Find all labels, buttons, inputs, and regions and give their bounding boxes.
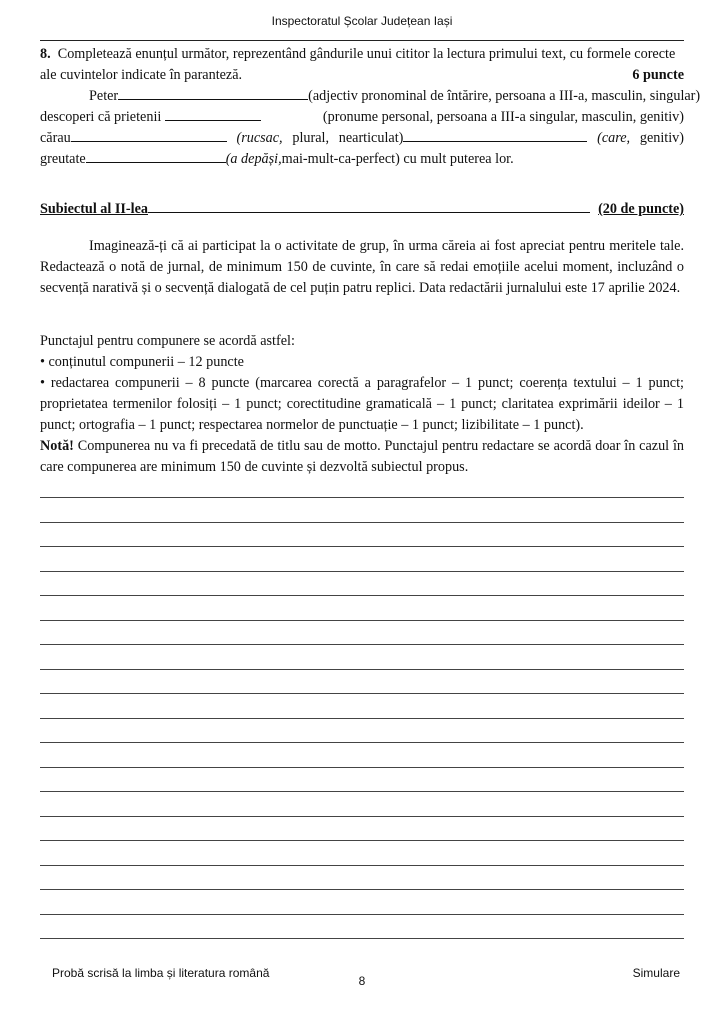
answer-line[interactable]	[40, 718, 684, 719]
subject-2-title: Subiectul al II-lea	[40, 201, 148, 217]
q8-number: 8.	[40, 46, 51, 62]
answer-line[interactable]	[40, 889, 684, 890]
subject-2-points: (20 de puncte)	[598, 201, 684, 217]
note-text: Compunerea nu va fi precedată de titlu sau de motto. Punctajul pentru redactare se acordă doar în cazul în care compunerea are minimum 150 de cuvinte și dezvoltă subiectul propus.	[40, 438, 684, 475]
answer-line[interactable]	[40, 767, 684, 768]
answer-line[interactable]	[40, 938, 684, 939]
answer-line[interactable]	[40, 816, 684, 817]
q8-row2-text-b: (pronume personal, persoana a III-a singular, masculin, genitiv)	[322, 109, 684, 125]
answer-line[interactable]	[40, 644, 684, 645]
answer-line[interactable]	[40, 546, 684, 547]
answer-line[interactable]	[40, 620, 684, 621]
q8-prompt-1: Completează enunțul următor, reprezentând gândurile unui cititor la lectura primului text, cu formele corecte	[57, 46, 676, 62]
answer-line[interactable]	[40, 791, 684, 792]
q8-points: 6 puncte	[632, 67, 684, 83]
answer-writing-area[interactable]	[40, 0, 684, 1024]
footer-label: Simulare	[632, 966, 680, 980]
note-label: Notă!	[40, 438, 74, 454]
page-number: 8	[358, 974, 366, 988]
scoring-intro: Punctajul pentru compunere se acordă astfel:	[40, 333, 295, 349]
q8-row1-text-a: Peter	[89, 88, 119, 104]
q8-row3-text-e: (care,	[597, 130, 631, 146]
answer-line[interactable]	[40, 693, 684, 694]
answer-line[interactable]	[40, 669, 684, 670]
footer-exam-name: Probă scrisă la limba și literatura română	[52, 966, 270, 980]
subject-2-task: Imaginează-ți că ai participat la o activitate de grup, în urma căreia ai fost apreciat pentru meritele tale. Redactează o notă de jurnal, de minimum 150 de cuvinte, în care să redai emoțiile acelui moment, incluzând o secvență narativă și o secvență dialogată de cel puțin patru replici. Data redactării jurnalului este 17 aprilie 2024.	[40, 238, 684, 296]
q8-row3-text-b: (rucsac,	[236, 130, 283, 146]
q8-row3-text-f: genitiv)	[639, 130, 684, 146]
scoring-item-writing: • redactarea compunerii – 8 puncte (marcarea corectă a paragrafelor – 1 punct; coerența textului – 1 punct; proprietatea termenilor folosiți – 1 punct; corectitudine gramaticală – 1 punct; claritatea exprimării ideilor – 1 punct; ortografia – 1 punct; respectarea normelor de punctuație – 1 punct; lizibilitate – 1 punct).	[40, 375, 684, 433]
q8-row2-text-a: descoperi că prietenii	[40, 109, 162, 125]
q8-prompt-2: ale cuvintelor indicate în paranteză.	[40, 67, 243, 83]
answer-line[interactable]	[40, 595, 684, 596]
q8-row3-text-c: plural,	[292, 130, 329, 146]
q8-row3-text-a: cărau	[40, 130, 71, 146]
q8-row4-text-b: (a depăși,	[225, 151, 282, 167]
answer-line[interactable]	[40, 522, 684, 523]
q8-row1-text-b: (adjectiv pronominal de întărire, persoana a III-a, masculin, singular)	[308, 88, 701, 104]
scoring-item-content: • conținutul compunerii – 12 puncte	[40, 354, 244, 370]
answer-line[interactable]	[40, 571, 684, 572]
answer-line[interactable]	[40, 840, 684, 841]
answer-line[interactable]	[40, 497, 684, 498]
answer-line[interactable]	[40, 742, 684, 743]
page-header: Inspectoratul Școlar Județean Iași	[271, 14, 453, 28]
q8-row4-text-a: greutate	[40, 151, 86, 167]
q8-row3-text-d: nearticulat)	[338, 130, 404, 146]
answer-line[interactable]	[40, 914, 684, 915]
q8-row4-text-c: mai-mult-ca-perfect) cu mult puterea lor.	[281, 151, 514, 167]
answer-line[interactable]	[40, 865, 684, 866]
